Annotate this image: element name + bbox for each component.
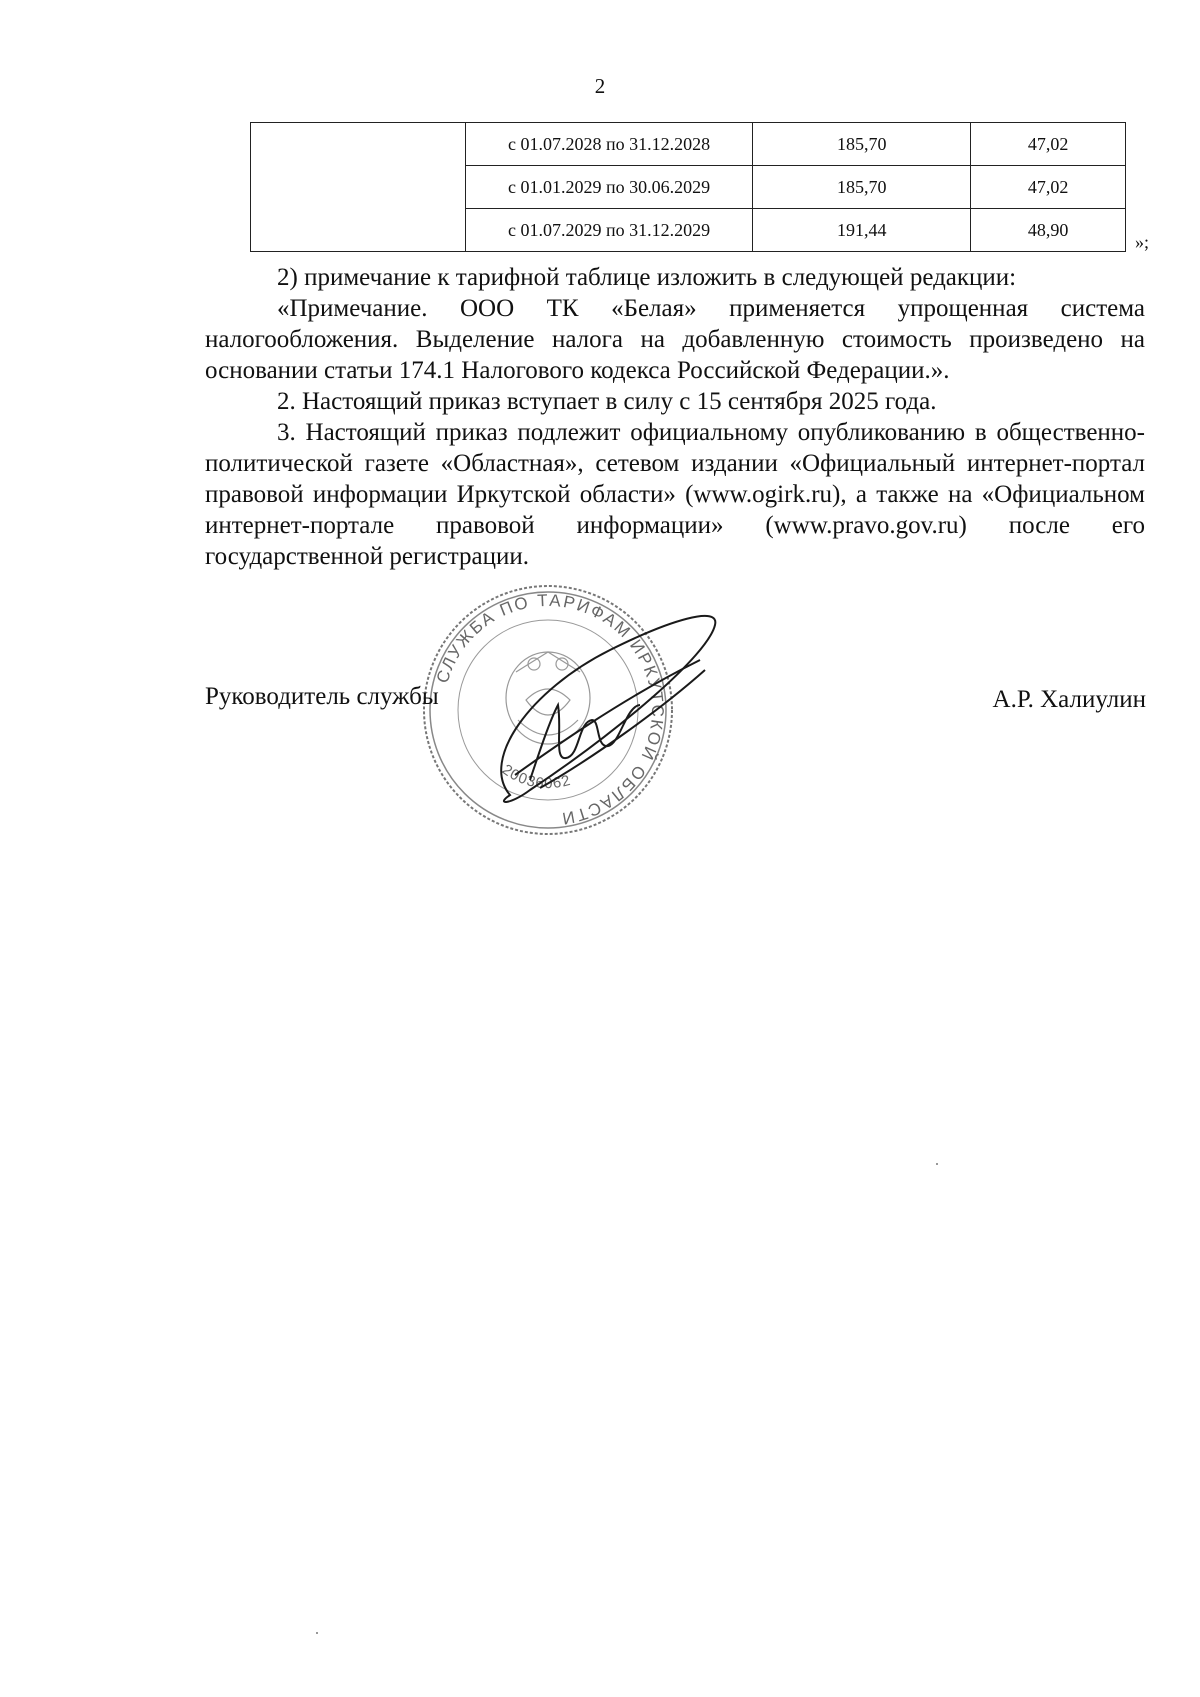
period-cell: с 01.01.2029 по 30.06.2029: [465, 166, 753, 209]
handwritten-signature: [470, 610, 730, 820]
value1-cell: 191,44: [753, 209, 971, 252]
table-row: [251, 123, 1126, 166]
document-body: [205, 262, 1145, 572]
value2-cell: 48,90: [971, 209, 1126, 252]
value2-cell: 47,02: [971, 166, 1126, 209]
period-cell: с 01.07.2028 по 31.12.2028: [465, 123, 753, 166]
paragraph-note-intro: 2) примечание к тарифной таблице изложить в следующей редакции:: [277, 264, 1017, 291]
seal-number: 20036062: [498, 761, 573, 793]
scan-speck: [316, 1632, 318, 1634]
signatory-title: Руководитель службы: [205, 683, 439, 710]
period-cell: с 01.07.2029 по 31.12.2029: [465, 209, 753, 252]
page-number: 2: [594, 74, 606, 98]
value1-cell: 185,70: [753, 166, 971, 209]
value2-cell: 47,02: [971, 123, 1126, 166]
paragraph-publication: 3. Настоящий приказ подлежит официальному опубликованию в общественно-политической газете «Областная», сетевом издании «Официальный интернет-портал правовой информации Иркутской области» (www.ogirk.ru), а также на «Официальном интернет-портале правовой информации» (www.pravo.gov.ru) после его государственной регистрации.: [205, 419, 1145, 570]
tariff-table: [250, 122, 1126, 252]
paragraph-effective-date: 2. Настоящий приказ вступает в силу с 15 сентября 2025 года.: [277, 388, 937, 415]
paragraph-note-text: «Примечание. ООО ТК «Белая» применяется упрощенная система налогообложения. Выделение налога на добавленную стоимость произведено на основании статьи 174.1 Налогового кодекса Российской Федерации.».: [205, 295, 1145, 384]
table-closing-quote: »;: [1135, 232, 1150, 252]
value1-cell: 185,70: [753, 123, 971, 166]
signatory-name: А.Р. Халиулин: [992, 686, 1146, 713]
scan-speck: [936, 1163, 938, 1165]
empty-merged-cell: [251, 123, 466, 252]
seal-outer-text: СЛУЖБА ПО ТАРИФАМ ИРКУТСКОЙ ОБЛАСТИ: [432, 590, 668, 829]
